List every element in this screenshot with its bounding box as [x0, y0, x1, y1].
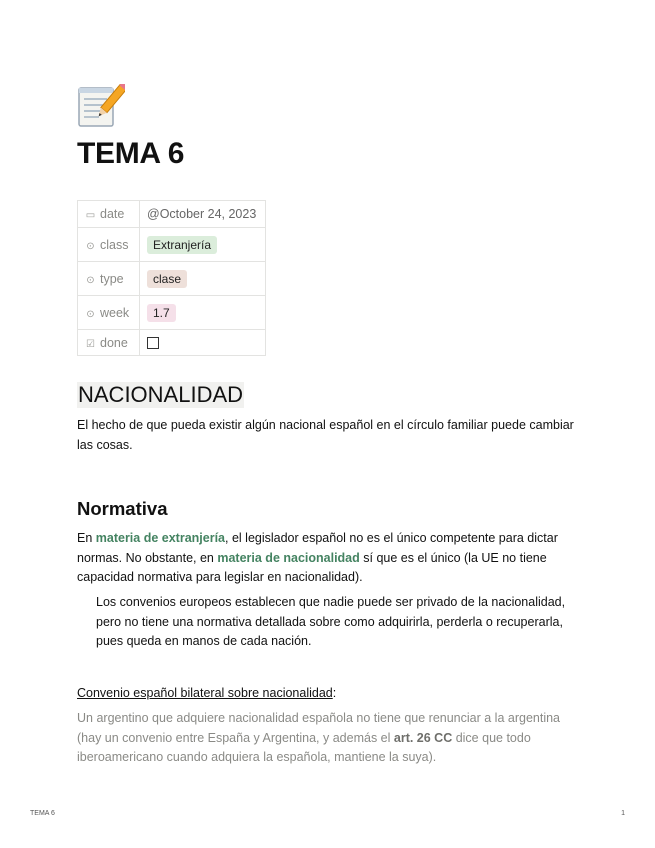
property-name: ▭ date: [78, 201, 140, 228]
property-value: [140, 330, 266, 356]
page-title: TEMA 6: [77, 137, 185, 170]
select-icon: ⊙: [86, 274, 95, 286]
property-tag-class[interactable]: Extranjería: [147, 236, 217, 254]
done-checkbox[interactable]: [147, 337, 159, 349]
property-row-class: [78, 228, 266, 262]
paragraph-normativa: En materia de extranjería, el legislador español no es el único competente para dictar normas. No obstante, en materia de nacionalidad sí que es el único (la UE no tiene capacidad normativa para legislar en nacionalidad).: [77, 531, 558, 584]
property-value: [140, 228, 266, 262]
memo-icon: [77, 84, 125, 128]
highlight-nacionalidad: materia de nacionalidad: [217, 550, 360, 565]
property-tag-type[interactable]: clase: [147, 270, 187, 288]
property-date-value[interactable]: @October 24, 2023: [147, 207, 257, 221]
property-tag-week[interactable]: 1.7: [147, 304, 176, 322]
property-row-date: [78, 201, 266, 228]
property-row-week: [78, 296, 266, 330]
highlight-extranjeria: materia de extranjería: [95, 531, 226, 545]
property-name: ☑ done: [78, 330, 140, 356]
footer-left: TEMA 6: [30, 810, 55, 817]
quote-convenios: Los convenios europeos establecen que nadie puede ser privado de la nacionalidad, pero no tiene una normativa detallada sobre como adquirirla, perderla o recuperarla, pues queda en manos de cada nación.: [96, 595, 566, 648]
property-row-done: [78, 330, 266, 356]
property-row-type: [78, 262, 266, 296]
art-26-cc: art. 26 CC: [393, 730, 453, 745]
calendar-icon: ▭: [85, 210, 96, 221]
property-value: [140, 201, 266, 228]
properties-table: [77, 200, 266, 356]
property-name: ⊙ type: [78, 262, 140, 296]
convenio-label: Convenio español bilateral sobre nacionalidad:: [77, 686, 337, 700]
checkbox-icon: ☑: [86, 338, 95, 350]
section-heading-nacionalidad: NACIONALIDAD: [78, 382, 244, 407]
property-name: ⊙ class: [78, 228, 140, 262]
select-icon: ⊙: [86, 308, 95, 320]
property-name: ⊙ week: [78, 296, 140, 330]
paragraph-argentino: Un argentino que adquiere nacionalidad española no tiene que renunciar a la argentina (hay un convenio entre España y Argentina, y además el art. 26 CC dice que todo iberoamericano cuando adquiera la española, mantiene la suya).: [77, 711, 561, 764]
select-icon: ⊙: [86, 240, 95, 252]
section-heading-normativa: Normativa: [77, 498, 168, 519]
property-value: [140, 262, 266, 296]
paragraph-intro: El hecho de que pueda existir algún nacional español en el círculo familiar puede cambiar las cosas.: [77, 418, 574, 452]
property-value: [140, 296, 266, 330]
footer-page-number: 1: [621, 810, 625, 817]
